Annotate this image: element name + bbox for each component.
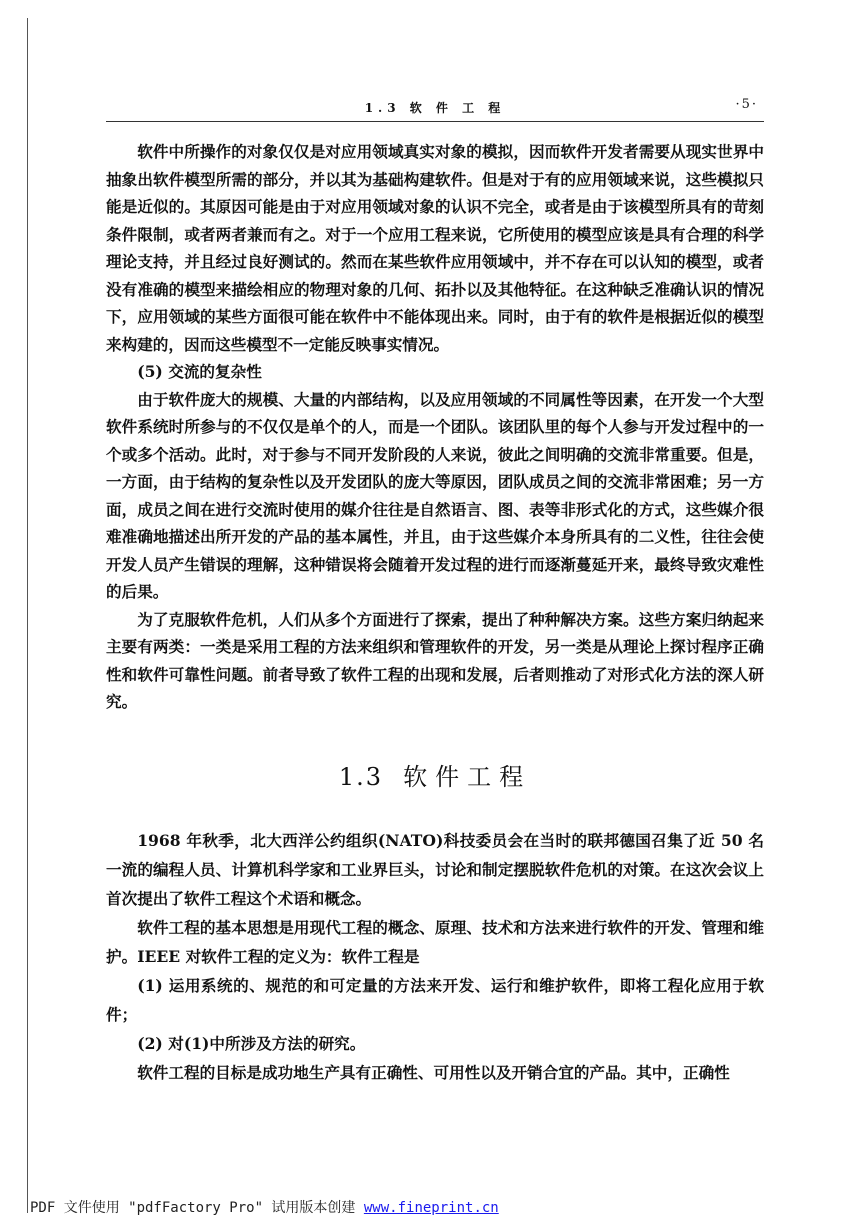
paragraph: 软件工程的基本思想是用现代工程的概念、原理、技术和方法来进行软件的开发、管理和维护。IEEE 对软件工程的定义为：软件工程是 <box>106 917 764 966</box>
paragraph: 软件中所操作的对象仅仅是对应用领域真实对象的模拟，因而软件开发者需要从现实世界中抽象出软件模型所需的部分，并以其为基础构建软件。但是对于有的应用领域来说，这些模拟只能是近似的。其原因可能是由于对应用领域对象的认识不完全，或者是由于该模型所具有的苛刻条件限制，或者两者兼而有之。对于一个应用工程来说，它所使用的模型应该是具有合理的科学理论支持，并且经过良好测试的。然而在某些软件应用领域中，并不存在可以认知的模型，或者没有准确的模型来描绘相应的物理对象的几何、拓扑以及其他特征。在这种缺乏准确认识的情况下，应用领域的某些方面很可能在软件中不能体现出来。同时，由于有的软件是根据近似的模型来构建的，因而这些模型不一定能反映事实情况。 <box>106 142 764 354</box>
footer-text: PDF 文件使用 "pdfFactory Pro" 试用版本创建 <box>30 1200 364 1216</box>
page-binding-line <box>27 18 28 1213</box>
paragraph: 软件工程的目标是成功地生产具有正确性、可用性以及开销合宜的产品。其中，正确性 <box>137 1062 730 1082</box>
page-number: ·5· <box>735 97 758 112</box>
running-head-title: 1.3 软 件 工 程 <box>364 101 506 115</box>
section-number: 1.3 <box>338 762 384 791</box>
paragraph: 1968 年秋季，北大西洋公约组织(NATO)科技委员会在当时的联邦德国召集了近 50 名一流的编程人员、计算机科学家和工业界巨头，讨论和制定摆脱软件危机的对策。在这次会议上首次提出了软件工程这个术语和概念。 <box>106 830 764 908</box>
footer-link[interactable]: www.fineprint.cn <box>363 1200 499 1216</box>
pdf-footer <box>30 1197 499 1217</box>
paragraph: 由于软件庞大的规模、大量的内部结构，以及应用领域的不同属性等因素，在开发一个大型软件系统时所参与的不仅仅是单个的人，而是一个团队。该团队里的每个人参与开发过程中的一个或多个活动。此时，对于参与不同开发阶段的人来说，彼此之间明确的交流非常重要。但是，一方面，由于结构的复杂性以及开发团队的庞大等原因，团队成员之间的交流非常困难；另一方面，成员之间在进行交流时使用的媒介往往是自然语言、图、表等非形式化的方式，这些媒介很难准确地描述出所开发的产品的基本属性，并且，由于这些媒介本身所具有的二义性，往往会使开发人员产生错误的理解，这种错误将会随着开发过程的进行而逐渐蔓延开来，最终导致灾难性的后果。 <box>106 389 764 601</box>
section-title: 软件工程 <box>403 762 532 791</box>
list-item: (1) 运用系统的、规范的和可定量的方法来开发、运行和维护软件，即将工程化应用于软件； <box>106 975 764 1024</box>
section-body <box>106 826 764 1087</box>
paragraph: 为了克服软件危机，人们从多个方面进行了探索，提出了种种解决方案。这些方案归纳起来主要有两类：一类是采用工程的方法来组织和管理软件的开发，另一类是从理论上探讨程序正确性和软件可靠性问题。前者导致了软件工程的出现和发展，后者则推动了对形式化方法的深人研究。 <box>106 609 764 711</box>
running-header <box>106 95 764 122</box>
page-body <box>106 138 764 1087</box>
section-heading <box>106 762 764 792</box>
list-item: (2) 对(1)中所涉及方法的研究。 <box>137 1033 366 1053</box>
list-item-heading: (5) 交流的复杂性 <box>137 362 262 381</box>
